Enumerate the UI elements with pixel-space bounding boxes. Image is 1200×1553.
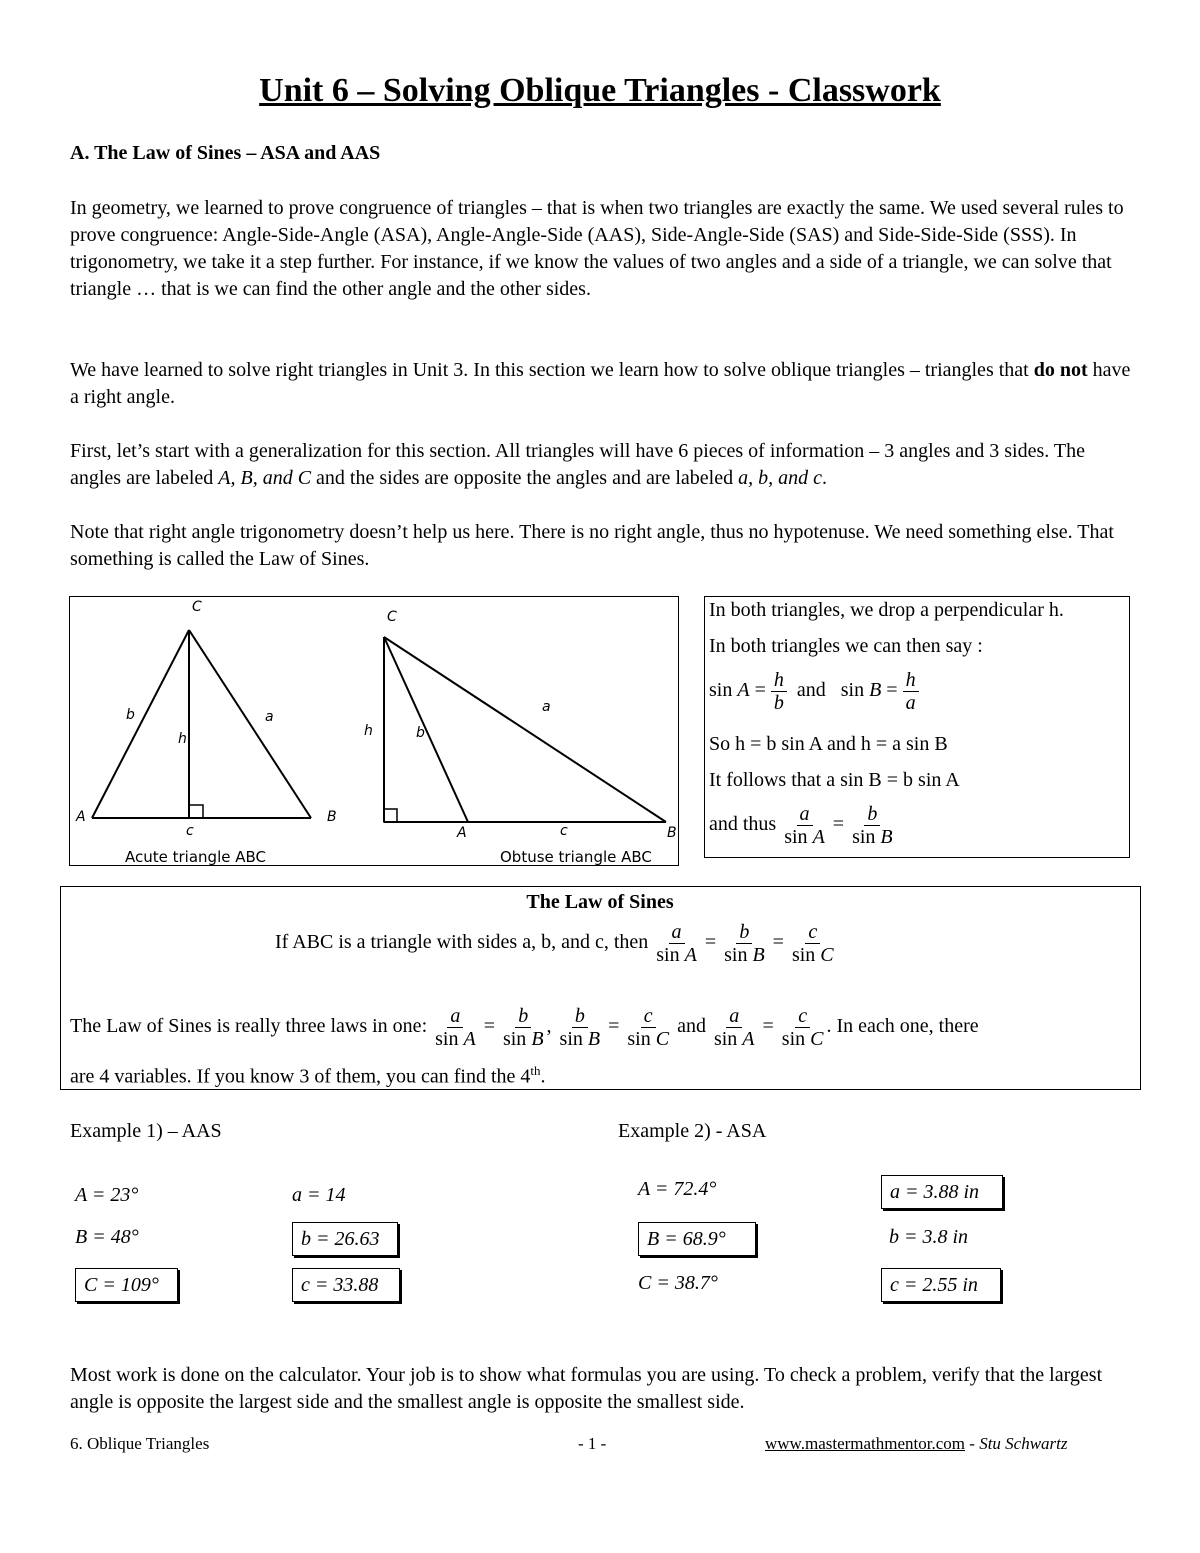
example2-title: Example 2) - ASA [618, 1120, 767, 1142]
example1-b-answer: b = 26.63 [292, 1222, 398, 1256]
derivation-line-2: In both triangles we can then say : [709, 635, 983, 657]
page-title: Unit 6 – Solving Oblique Triangles - Classwork [259, 72, 941, 109]
note-paragraph: Note that right angle trigonometry doesn’t help us here. There is no right angle, thus no hypotenuse. We need something else. That something is called the Law of Sines. [70, 521, 1114, 570]
footer-unit: 6. Oblique Triangles [70, 1434, 210, 1453]
example1-title: Example 1) – AAS [70, 1120, 222, 1142]
example2-C: C = 38.7° [638, 1272, 718, 1294]
acute-label-B: B [327, 809, 337, 825]
example2-c-answer: c = 2.55 in [881, 1268, 1001, 1302]
obtuse-triangle [384, 637, 666, 822]
footer-author: Stu Schwartz [979, 1434, 1068, 1453]
oblique-paragraph: We have learned to solve right triangles in Unit 3. In this section we learn how to solve oblique triangles – triangles that do not have a right angle. [70, 359, 1131, 408]
example2-A: A = 72.4° [638, 1178, 717, 1200]
example1-A: A = 23° [75, 1184, 139, 1206]
footer-website-link[interactable]: www.mastermathmentor.com [765, 1434, 966, 1453]
acute-label-b: b [126, 707, 135, 723]
acute-triangle [92, 630, 311, 818]
example2-a-answer: a = 3.88 in [881, 1175, 1003, 1209]
sine-ratios: sin A = $\frac{h}{b}$ and sin B = $\frac{h}{a}$ [709, 669, 919, 714]
derivation-line-4: So h = b sin A and h = a sin B [709, 733, 948, 755]
obtuse-label-b: b [416, 725, 425, 741]
obtuse-label-C: C [387, 609, 397, 625]
law-statement: If ABC is a triangle with sides a, b, and c, then $\frac{a}{\text{sin A}}$ = $\frac{b}{\text{sin B}}$ = $\frac{c}{\text{sin C}}$ [275, 921, 834, 966]
example1-a: a = 14 [292, 1184, 346, 1206]
footer-credit: www.mastermathmentor.com - Stu Schwartz [765, 1434, 1068, 1453]
acute-label-a: a [265, 709, 274, 725]
obtuse-label-a: a [542, 699, 551, 715]
acute-caption: Acute triangle ABC [125, 848, 266, 866]
acute-label-A: A [76, 809, 86, 825]
generalization-paragraph: First, let’s start with a generalization for this section. All triangles will have 6 pieces of information – 3 angles and 3 sides. The angles are labeled A, B, and C and the sides are opposite the angles and are labeled a, b, and c. [70, 440, 1085, 489]
acute-label-C: C [192, 599, 202, 615]
closing-paragraph: Most work is done on the calculator. Your job is to show what formulas you are using. To check a problem, verify that the largest angle is opposite the largest side and the smallest angle is opposite the smallest side. [70, 1364, 1103, 1413]
law-of-sines-box [60, 886, 1141, 1090]
obtuse-label-h: h [364, 723, 373, 739]
example2-B-answer: B = 68.9° [638, 1222, 756, 1256]
obtuse-caption: Obtuse triangle ABC [500, 848, 652, 866]
example1-c-answer: c = 33.88 [292, 1268, 400, 1302]
three-laws: The Law of Sines is really three laws in one: $\frac{a}{\text{sin A}}$ = $\frac{b}{\text{sin B}}$ , $\frac{b}{\text{sin B}}$ = $\frac{c}{\text{sin C}}$ and $\frac{a}{\text{sin A}}$ = $\frac{c}{\text{sin C}}$ . In each one, there [70, 1005, 979, 1050]
acute-label-h: h [178, 731, 187, 747]
intro-paragraph: In geometry, we learned to prove congruence of triangles – that is when two triangles are exactly the same. We used several rules to prove congruence: Angle-Side-Angle (ASA), Angle-Angle-Side (AAS), Side-Angle-Side (SAS) and Side-Side-Side (SSS). In trigonometry, we take it a step further. For instance, if we know the values of two angles and a side of a triangle, we can solve that triangle … that is we can find the other angle and the other sides. [70, 197, 1124, 300]
obtuse-label-B: B [667, 825, 677, 841]
triangles-diagram [70, 597, 680, 867]
law-line-3: are 4 variables. If you know 3 of them, you can find the 4th. [70, 1063, 546, 1088]
derivation-line-6: and thus $\frac{a}{\text{sin A}}$ = $\frac{b}{\text{sin B}}$ [709, 803, 893, 848]
derivation-line-1: In both triangles, we drop a perpendicular h. [709, 599, 1064, 621]
derivation-line-5: It follows that a sin B = b sin A [709, 769, 960, 791]
obtuse-label-c: c [560, 823, 568, 839]
example1-C-answer: C = 109° [75, 1268, 178, 1302]
section-heading: A. The Law of Sines – ASA and AAS [70, 142, 381, 164]
triangles-figure [69, 596, 679, 866]
example1-B: B = 48° [75, 1226, 139, 1248]
obtuse-label-A: A [457, 825, 467, 841]
law-heading: The Law of Sines [526, 891, 674, 913]
derivation-box [704, 596, 1130, 858]
example2-b: b = 3.8 in [889, 1226, 969, 1248]
footer-page-number: - 1 - [578, 1434, 607, 1453]
acute-label-c: c [186, 823, 194, 839]
